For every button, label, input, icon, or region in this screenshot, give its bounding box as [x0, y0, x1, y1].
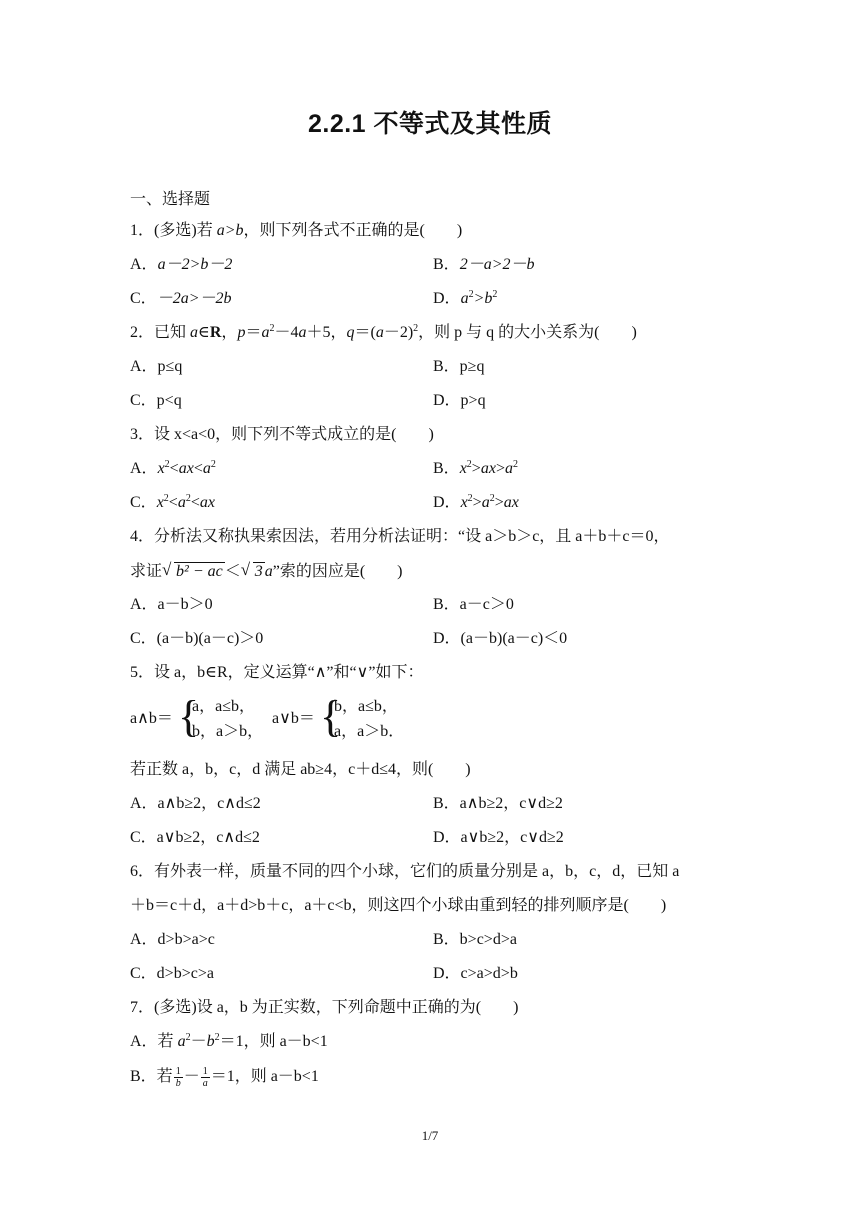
and-lhs: a∧b＝ — [130, 710, 173, 727]
q3-option-d: D．$x^2>a^2>ax$ — [433, 493, 519, 511]
q6-option-b: B．b>c>d>a — [433, 931, 517, 948]
and-case-2: b，a＞b， — [192, 723, 264, 740]
q2-option-d: D．p>q — [433, 392, 486, 409]
q5-option-d: D．a∨b≥2，c∨d≥2 — [433, 829, 564, 846]
or-case-2: a，a＞b． — [334, 723, 405, 740]
q4-option-a: A．a－b＞0 — [130, 596, 213, 613]
q1-option-b: B．2－a>2－b — [433, 256, 535, 273]
question-6-stem-line2: ＋b＝c＋d，a＋d>b＋c，a＋c<b，则这四个小球由重到轻的排列顺序是( ) — [130, 897, 667, 914]
section-heading: 一、选择题 — [130, 191, 211, 208]
question-5-stem: 5．设 a，b∈R，定义运算“∧”和“∨”如下： — [130, 664, 424, 681]
q5-option-a: A．a∧b≥2，c∧d≤2 — [130, 795, 261, 812]
question-4-stem-line2: 求证√ b² − ac ＜√ 3 a”索的因应是( ) — [130, 562, 403, 582]
q4-option-c: C．(a－b)(a－c)＞0 — [130, 630, 264, 647]
and-case-1: a，a≤b， — [192, 698, 255, 715]
left-brace: { — [320, 692, 342, 741]
q7-option-b: B．若 $\frac{1}{b}$ － $\frac{1}{a}$ ＝1，则 a－b<1 — [130, 1066, 319, 1089]
q3-option-b: B．$x^2>ax>a^2$ — [433, 459, 518, 477]
q5-option-b: B．a∧b≥2，c∨d≥2 — [433, 795, 563, 812]
question-2-stem: 2．已知 a∈R，$p=a^2-4a+5$，$q=(a-2)^2$，则 p 与 q 的大小关系为( ) — [130, 323, 637, 341]
page-title: 2.2.1 不等式及其性质 — [307, 110, 553, 138]
q4-option-b: B．a－c＞0 — [433, 596, 514, 613]
or-lhs: a∨b＝ — [272, 710, 315, 727]
q2-option-b: B．p≥q — [433, 358, 485, 375]
q1-option-a: A．a－2>b－2 — [130, 256, 233, 273]
q2-option-a: A．p≤q — [130, 358, 183, 375]
sqrt-expression: √ b² − ac — [163, 562, 225, 582]
q2-option-c: C．p<q — [130, 392, 182, 409]
q1-option-c: C．－2a>－2b — [130, 290, 232, 307]
q4-option-d: D．(a－b)(a－c)＜0 — [433, 630, 568, 647]
q3-option-c: C．$x^2<a^2<ax$ — [130, 493, 215, 511]
q6-option-d: D．c>a>d>b — [433, 965, 518, 982]
q1-option-d: D．$a^2>b^2$ — [433, 289, 498, 307]
fraction-one-over-b: $\frac{1}{b}$ — [175, 1066, 181, 1089]
or-case-1: b，a≤b， — [334, 698, 398, 715]
fraction-one-over-a: $\frac{1}{a}$ — [202, 1066, 208, 1089]
question-6-stem-line1: 6．有外表一样，质量不同的四个小球，它们的质量分别是 a，b，c，d，已知 a — [130, 863, 680, 880]
page-number: 1/7 — [421, 1128, 439, 1143]
question-5-condition: 若正数 a，b，c，d 满足 ab≥4，c＋d≤4，则( ) — [130, 761, 471, 778]
q5-option-c: C．a∨b≥2，c∧d≤2 — [130, 829, 260, 846]
question-3-stem: 3．设 x<a<0，则下列不等式成立的是( ) — [130, 426, 434, 443]
sqrt-three: √ 3 — [242, 562, 265, 582]
q6-option-a: A．d>b>a>c — [130, 931, 215, 948]
q7-option-a: A．若 $a^2-b^2=1$，则 a－b<1 — [130, 1032, 328, 1050]
q3-option-a: A．$x^2<ax<a^2$ — [130, 459, 216, 477]
question-1-stem: 1．(多选)若 a>b，则下列各式不正确的是( ) — [130, 222, 463, 239]
question-7-stem: 7．(多选)设 a，b 为正实数，下列命题中正确的为( ) — [130, 999, 519, 1016]
question-4-stem-line1: 4．分析法又称执果索因法，若用分析法证明：“设 a＞b＞c，且 a＋b＋c＝0， — [130, 528, 670, 545]
left-brace: { — [178, 692, 200, 741]
q6-option-c: C．d>b>c>a — [130, 965, 214, 982]
